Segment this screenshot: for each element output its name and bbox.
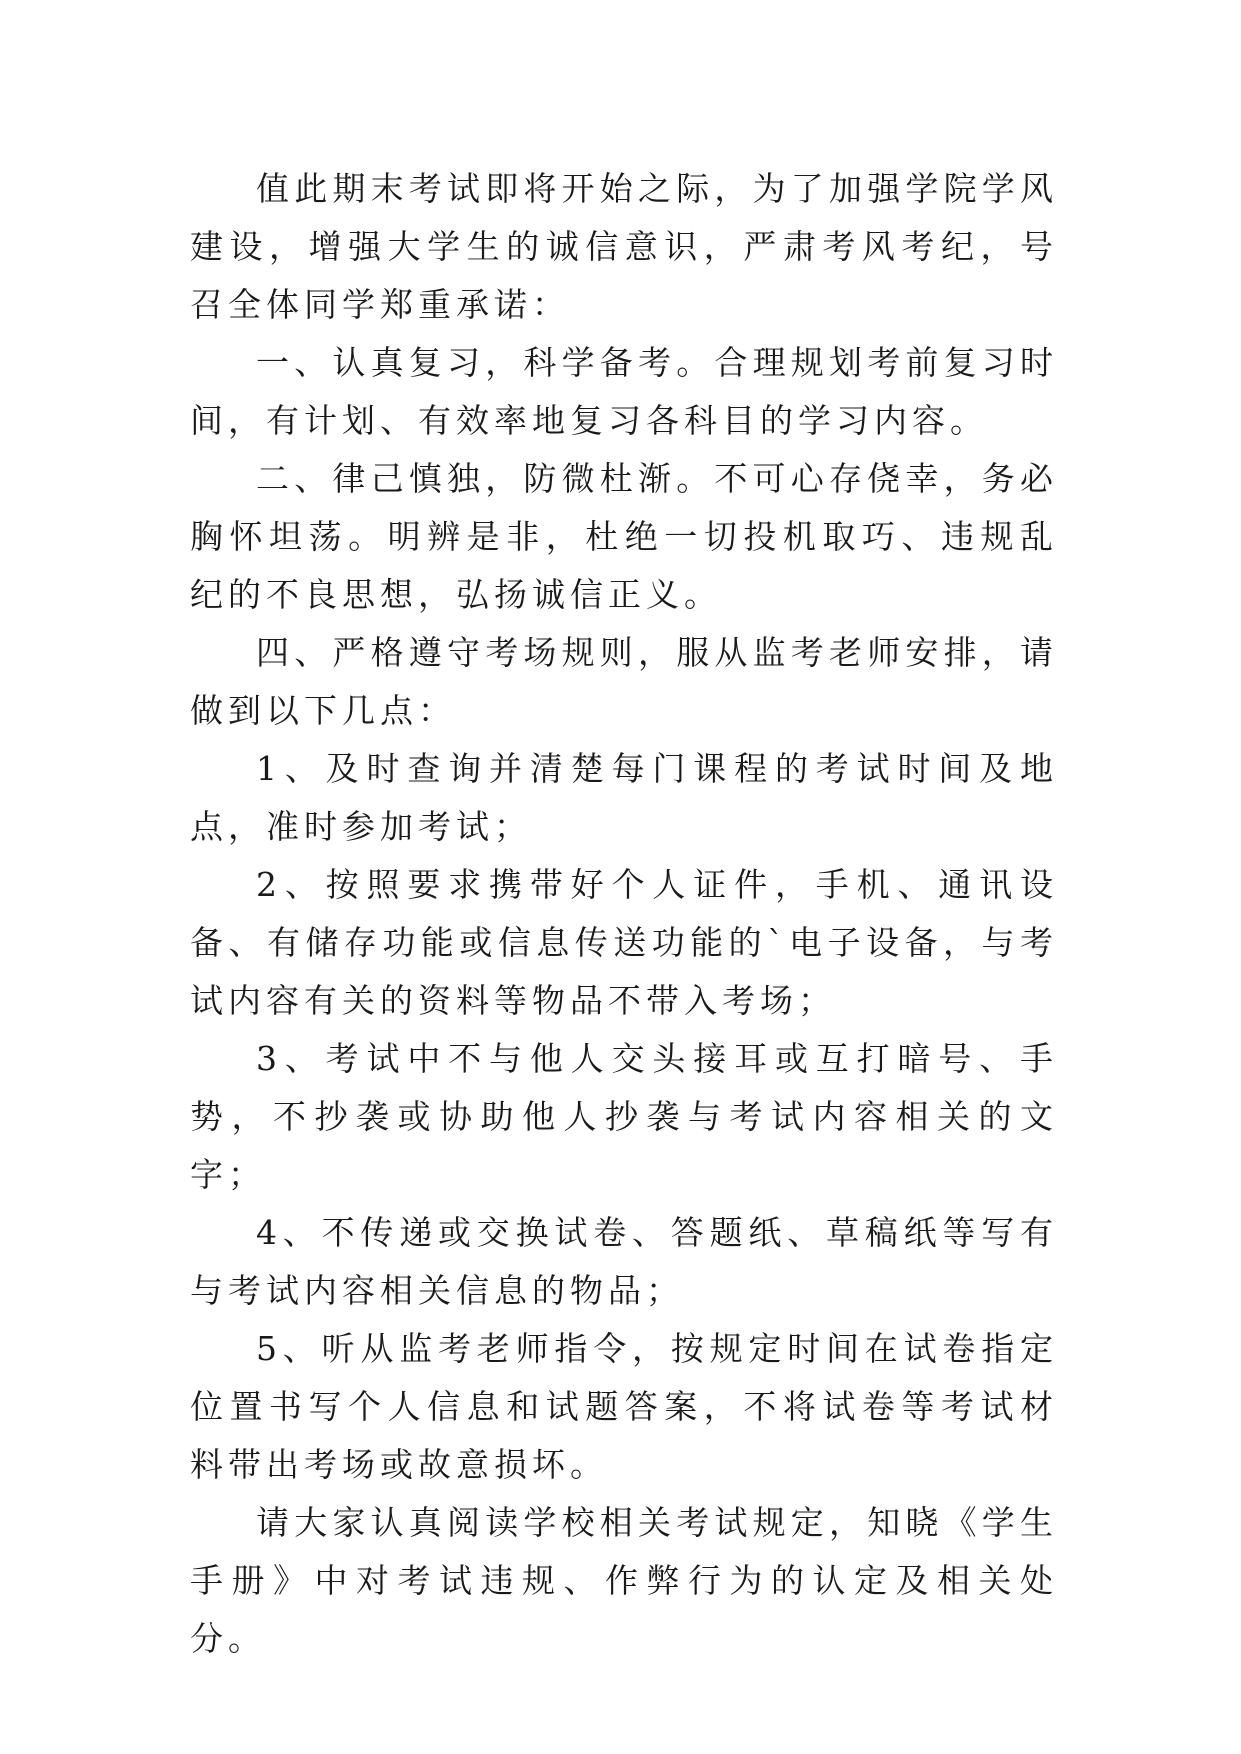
paragraph-rule-4: 4、不传递或交换试卷、答题纸、草稿纸等写有与考试内容相关信息的物品； xyxy=(190,1213,1058,1310)
paragraph-closing: 请大家认真阅读学校相关考试规定，知晓《学生手册》中对考试违规、作弊行为的认定及相关处分。 xyxy=(190,1503,1058,1658)
document-body xyxy=(190,160,1058,1668)
paragraph-rule-3: 3、考试中不与他人交头接耳或互打暗号、手势，不抄袭或协助他人抄袭与考试内容相关的文字； xyxy=(190,1039,1058,1194)
paragraph-item-1: 一、认真复习，科学备考。合理规划考前复习时间，有计划、有效率地复习各科目的学习内容。 xyxy=(190,343,1058,440)
paragraph-rule-2: 2、按照要求携带好个人证件，手机、通讯设备、有储存功能或信息传送功能的`电子设备，与考试内容有关的资料等物品不带入考场； xyxy=(190,865,1058,1020)
paragraph-rule-1: 1、及时查询并清楚每门课程的考试时间及地点，准时参加考试； xyxy=(190,749,1058,846)
paragraph-rule-5: 5、听从监考老师指令，按规定时间在试卷指定位置书写个人信息和试题答案，不将试卷等考试材料带出考场或故意损坏。 xyxy=(190,1329,1058,1484)
paragraph-item-2: 二、律己慎独，防微杜渐。不可心存侥幸，务必胸怀坦荡。明辨是非，杜绝一切投机取巧、违规乱纪的不良思想，弘扬诚信正义。 xyxy=(190,459,1058,614)
paragraph-intro: 值此期末考试即将开始之际，为了加强学院学风建设，增强大学生的诚信意识，严肃考风考纪，号召全体同学郑重承诺： xyxy=(190,169,1058,324)
paragraph-item-4: 四、严格遵守考场规则，服从监考老师安排，请做到以下几点： xyxy=(190,633,1058,730)
